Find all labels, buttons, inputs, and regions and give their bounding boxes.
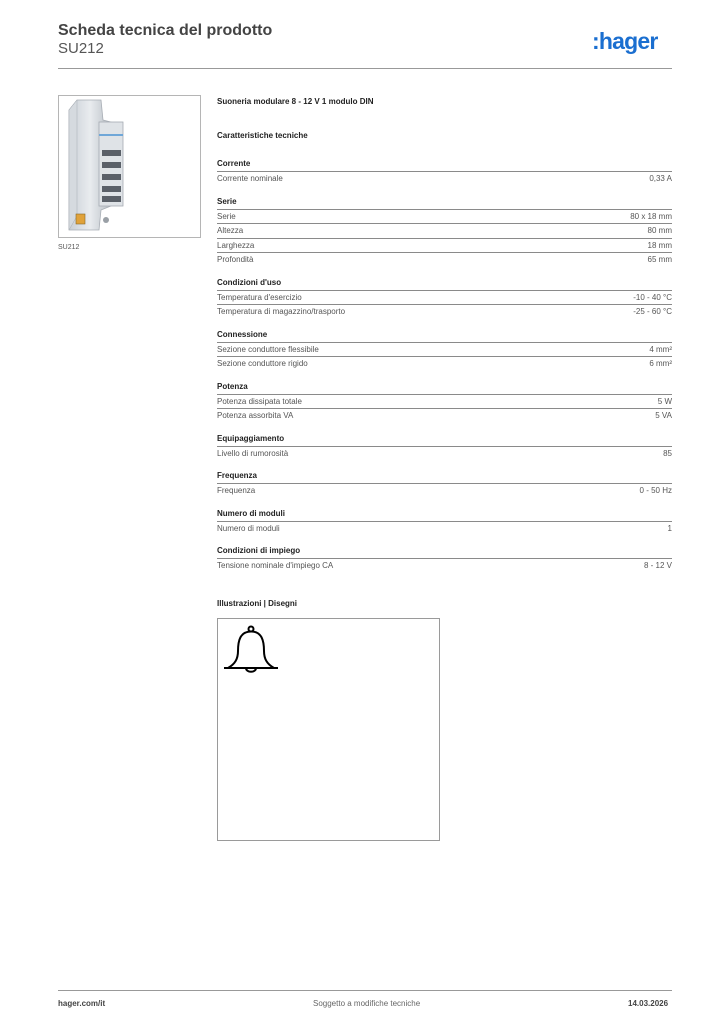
spec-label: Sezione conduttore flessibile [217, 344, 319, 354]
spec-label: Livello di rumorosità [217, 448, 289, 458]
spec-value: 65 mm [647, 255, 672, 264]
spec-group [217, 469, 672, 498]
bell-icon [220, 621, 280, 679]
spec-label: Potenza assorbita VA [217, 411, 294, 420]
spec-group [217, 380, 672, 423]
product-description: Suoneria modulare 8 - 12 V 1 modulo DIN [217, 97, 374, 106]
spec-row [217, 356, 672, 371]
spec-group [217, 195, 672, 267]
spec-value: 80 mm [647, 226, 672, 235]
spec-group [217, 507, 672, 536]
spec-group-title: Equipaggiamento [217, 433, 285, 443]
spec-group-title: Condizioni di impiego [217, 546, 301, 555]
spec-value: 6 mm² [649, 359, 672, 368]
footer-website: hager.com/it [58, 999, 106, 1008]
page-title: Scheda tecnica del prodotto [58, 22, 273, 39]
spec-value: 5 W [657, 396, 672, 406]
spec-value: 18 mm [647, 240, 672, 250]
spec-row [217, 171, 672, 186]
spec-value: -10 - 40 °C [633, 292, 672, 302]
spec-value: 1 [667, 523, 672, 533]
header-divider [58, 68, 672, 69]
illustrations-title: Illustrazioni | Disegni [217, 599, 298, 608]
spec-row [217, 521, 672, 536]
spec-value: 85 [663, 448, 672, 458]
spec-row [217, 252, 672, 267]
footer-note: Soggetto a modifiche tecniche [313, 999, 421, 1008]
spec-group-title: Condizioni d'uso [217, 277, 282, 287]
spec-group-title: Serie [217, 196, 237, 206]
spec-group [217, 328, 672, 371]
illustration-box [217, 618, 440, 841]
specifications [217, 97, 672, 582]
spec-group [217, 544, 672, 573]
spec-row [217, 290, 672, 305]
spec-value: 4 mm² [649, 344, 672, 354]
spec-value: 8 - 12 V [643, 561, 672, 570]
spec-group-title: Potenza [217, 381, 248, 391]
spec-label: Profondità [217, 255, 254, 264]
spec-label: Larghezza [217, 240, 255, 250]
spec-row [217, 483, 672, 498]
spec-group [217, 157, 672, 186]
spec-groups [217, 157, 672, 573]
spec-label: Temperatura d'esercizio [217, 292, 302, 302]
spec-row [217, 408, 672, 423]
features-title: Caratteristiche tecniche [217, 131, 308, 140]
spec-label: Frequenza [217, 486, 256, 495]
spec-label: Potenza dissipata totale [217, 396, 302, 406]
footer-divider [58, 990, 672, 991]
spec-row [217, 304, 672, 319]
spec-group [217, 276, 672, 319]
spec-label: Serie [217, 211, 236, 221]
footer-date: 14.03.2026 [628, 999, 669, 1008]
din-module-image [59, 96, 200, 237]
spec-label: Numero di moduli [217, 523, 280, 533]
spec-row [217, 209, 672, 224]
spec-row [217, 238, 672, 253]
spec-row [217, 394, 672, 409]
spec-value: 5 VA [655, 411, 672, 420]
spec-value: 0,33 A [649, 174, 672, 183]
spec-label: Altezza [217, 226, 244, 235]
spec-group-title: Numero di moduli [217, 508, 285, 518]
spec-group-title: Frequenza [217, 471, 258, 480]
spec-label: Sezione conduttore rigido [217, 359, 308, 368]
spec-group-title: Corrente [217, 159, 251, 168]
spec-value: 80 x 18 mm [630, 211, 672, 221]
spec-label: Corrente nominale [217, 174, 283, 183]
hager-logo: :hager [592, 28, 658, 54]
thumbnail-caption: SU212 [58, 244, 80, 251]
spec-group-title: Connessione [217, 329, 268, 339]
spec-row [217, 558, 672, 573]
spec-value: -25 - 60 °C [633, 307, 672, 316]
spec-label: Tensione nominale d'impiego CA [217, 561, 334, 570]
spec-group [217, 432, 672, 461]
product-thumbnail [58, 95, 201, 238]
spec-row [217, 223, 672, 238]
spec-row [217, 342, 672, 357]
spec-row [217, 446, 672, 461]
product-code: SU212 [58, 40, 104, 57]
spec-label: Temperatura di magazzino/trasporto [217, 307, 346, 316]
spec-value: 0 - 50 Hz [639, 486, 672, 495]
